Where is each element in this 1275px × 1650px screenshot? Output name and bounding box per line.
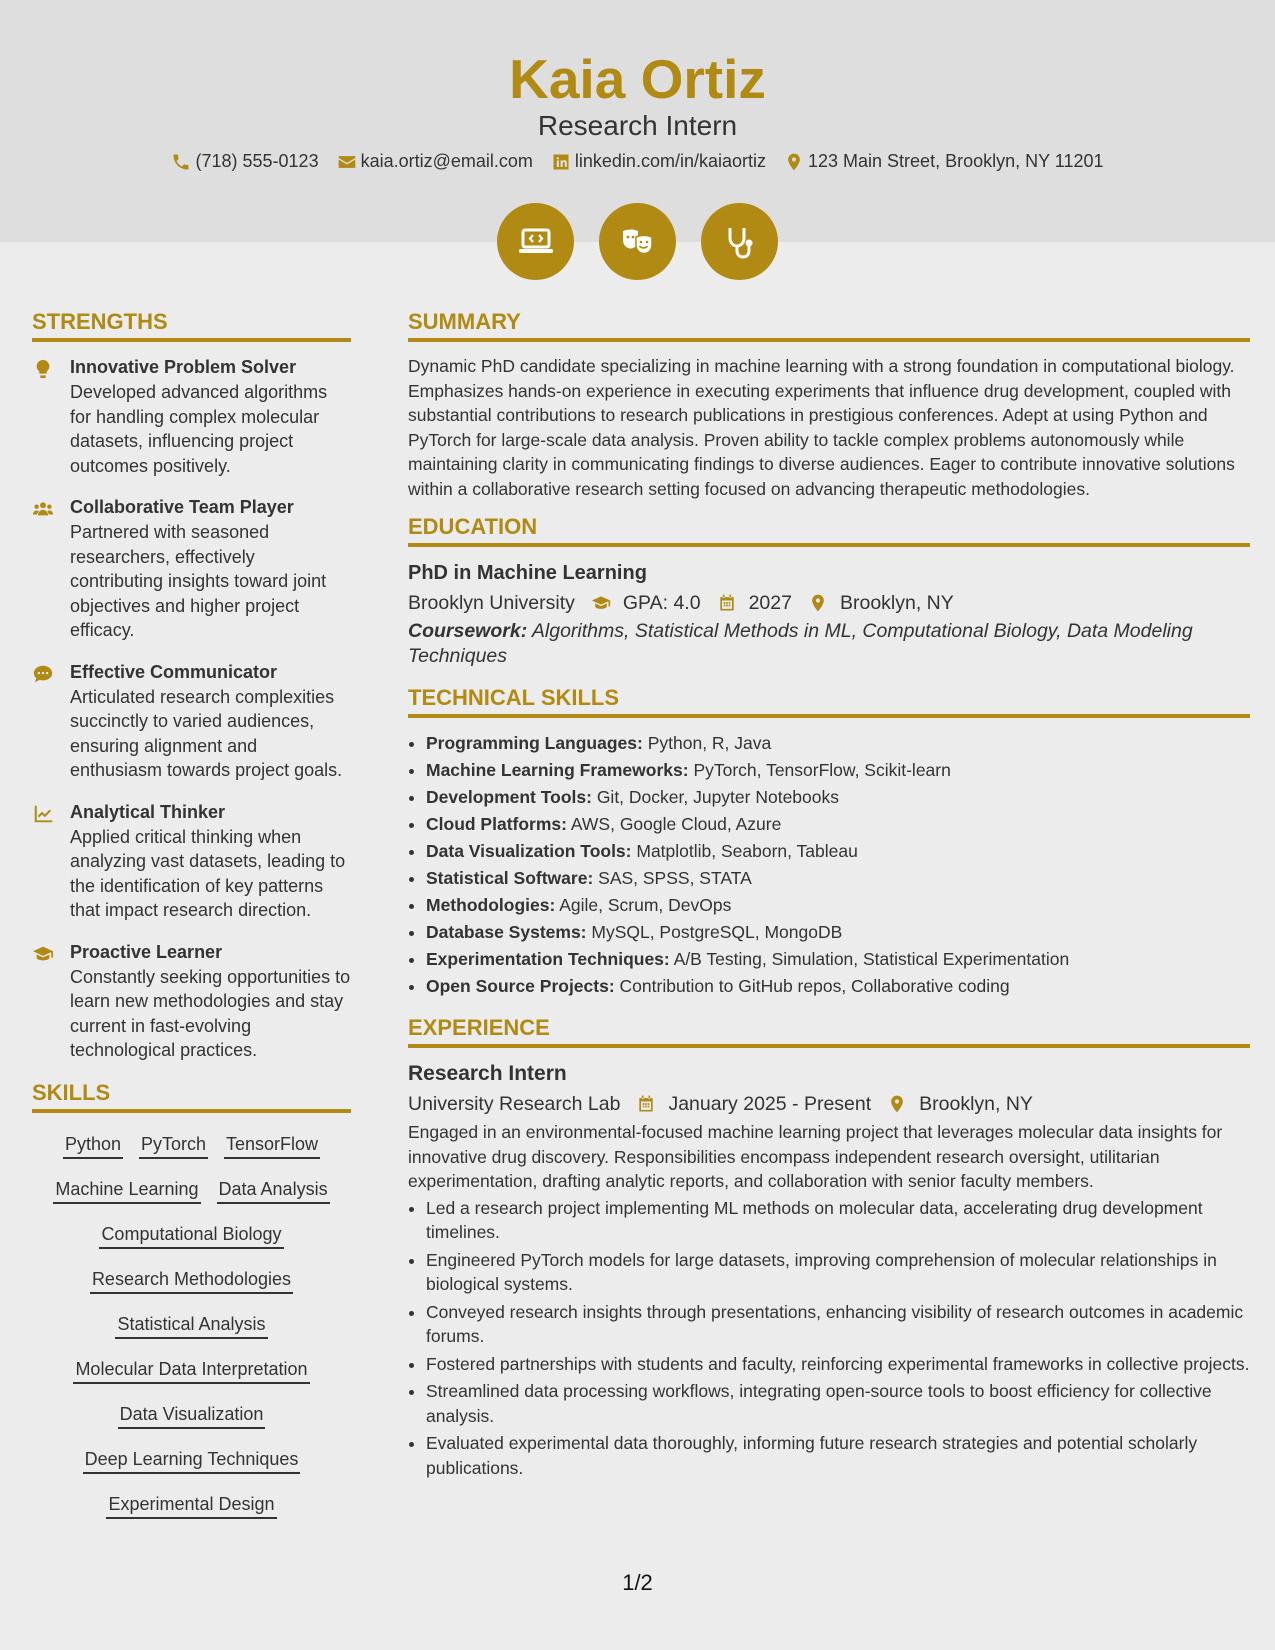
list-item: • Engineered PyTorch models for large datasets, improving comprehension of molecular relationships in biological systems.	[426, 1248, 1250, 1297]
list-item	[426, 784, 1250, 811]
school-name: Brooklyn University	[408, 592, 575, 614]
interest-icons	[0, 203, 1275, 280]
candidate-role: Research Intern	[537, 110, 738, 141]
strength-desc: Constantly seeking opportunities to learn new methodologies and stay current in fast-evolving technological practices.	[70, 966, 351, 1060]
tech-value: SAS, SPSS, STATA	[593, 868, 752, 888]
job-meta	[408, 1088, 1250, 1120]
list-item	[426, 973, 1250, 1000]
tech-label: Statistical Software:	[426, 868, 594, 888]
skill-tag: Statistical Analysis	[115, 1311, 267, 1339]
education-location: Brooklyn, NY	[839, 592, 954, 614]
right-column	[408, 308, 1250, 1483]
list-item	[426, 946, 1250, 973]
graduation-cap-icon	[591, 593, 611, 613]
interest-circle-medicine	[701, 203, 778, 280]
calendar-icon	[717, 593, 737, 613]
skill-tag: Experimental Design	[106, 1491, 276, 1519]
linkedin-icon	[551, 152, 571, 172]
tech-label: Development Tools:	[426, 787, 592, 807]
gpa: GPA: 4.0	[622, 592, 701, 614]
skill-tag: TensorFlow	[224, 1131, 320, 1159]
graduation-cap-icon	[32, 943, 54, 965]
tech-value: A/B Testing, Simulation, Statistical Experimentation	[669, 949, 1070, 969]
skill-tag: Molecular Data Interpretation	[73, 1356, 309, 1384]
strength-title: Collaborative Team Player	[70, 497, 294, 517]
map-marker-icon	[808, 593, 828, 613]
tech-value: Contribution to GitHub repos, Collaborative coding	[614, 976, 1010, 996]
linkedin-text[interactable]: linkedin.com/in/kaiaortiz	[574, 151, 766, 171]
strength-desc: Partnered with seasoned researchers, effectively contributing insights toward joint objectives and higher project efficacy.	[70, 522, 327, 640]
skill-tag: PyTorch	[139, 1131, 208, 1159]
tech-label: Programming Languages:	[426, 733, 643, 753]
strength-desc: Developed advanced algorithms for handling complex molecular datasets, influencing project outcomes positively.	[70, 382, 328, 476]
tech-label: Methodologies:	[426, 895, 556, 915]
tech-label: Database Systems:	[426, 922, 587, 942]
strength-desc: Articulated research complexities succinctly to varied audiences, ensuring alignment and enthusiasm towards project goals.	[70, 686, 343, 780]
contact-bar	[0, 151, 1275, 172]
tech-value: Python, R, Java	[642, 733, 772, 753]
map-marker-icon	[784, 152, 804, 172]
skill-tag: Computational Biology	[99, 1221, 283, 1249]
interest-circle-coding	[497, 203, 574, 280]
skill-tag: Data Analysis	[217, 1176, 330, 1204]
contact-phone	[171, 151, 318, 172]
tech-value: Git, Docker, Jupyter Notebooks	[591, 787, 840, 807]
graduation-year: 2027	[748, 592, 792, 614]
technical-skills-heading: TECHNICAL SKILLS	[408, 684, 1250, 718]
technical-skills-list	[408, 730, 1250, 1000]
skill-tag: Research Methodologies	[90, 1266, 293, 1294]
tech-label: Data Visualization Tools:	[426, 841, 632, 861]
list-item: • Conveyed research insights through presentations, enhancing visibility of research outcomes in academic forums.	[426, 1300, 1250, 1349]
education-heading: EDUCATION	[408, 513, 1250, 547]
list-item	[426, 811, 1250, 838]
envelope-icon	[337, 152, 357, 172]
tech-value: AWS, Google Cloud, Azure	[566, 814, 782, 834]
map-marker-icon	[887, 1094, 907, 1114]
left-column	[32, 308, 351, 1530]
tech-value: Agile, Scrum, DevOps	[555, 895, 732, 915]
tech-value: PyTorch, TensorFlow, Scikit-learn	[688, 760, 951, 780]
coursework-label: Coursework:	[408, 620, 528, 642]
education-meta	[408, 587, 1250, 619]
strength-item	[32, 939, 351, 1063]
tech-value: Matplotlib, Seaborn, Tableau	[631, 841, 858, 861]
coursework	[408, 619, 1250, 668]
job-dates: January 2025 - Present	[668, 1093, 872, 1115]
contact-email[interactable]	[337, 151, 533, 172]
tech-label: Machine Learning Frameworks:	[426, 760, 689, 780]
experience-heading: EXPERIENCE	[408, 1014, 1250, 1048]
calendar-icon	[636, 1094, 656, 1114]
tech-label: Experimentation Techniques:	[426, 949, 670, 969]
list-item	[426, 730, 1250, 757]
tech-label: Cloud Platforms:	[426, 814, 567, 834]
skill-tag: Python	[63, 1131, 123, 1159]
strength-title: Proactive Learner	[70, 941, 223, 962]
users-icon	[32, 498, 54, 520]
candidate-name: Kaia Ortiz	[509, 48, 766, 110]
interest-circle-theater	[599, 203, 676, 280]
job-location: Brooklyn, NY	[919, 1093, 1033, 1115]
list-item: • Evaluated experimental data thoroughly, informing future research strategies and potential scholarly publications.	[426, 1431, 1250, 1480]
tech-value: MySQL, PostgreSQL, MongoDB	[586, 922, 843, 942]
email-text[interactable]: kaia.ortiz@email.com	[360, 151, 533, 171]
skill-tag: Deep Learning Techniques	[83, 1446, 301, 1474]
comment-dots-icon	[32, 663, 54, 685]
summary-heading: SUMMARY	[408, 308, 1250, 342]
contact-linkedin[interactable]	[551, 151, 766, 172]
job-description: Engaged in an environmental-focused machine learning project that leverages molecular data insights for innovative drug discovery. Responsibilities encompass independent research oversight, utilitarian experimentation, drafting analytic reports, and collaboration with senior faculty members.	[408, 1122, 1223, 1191]
address-text: 123 Main Street, Brooklyn, NY 11201	[808, 151, 1104, 171]
page-number: 1/2	[622, 1570, 653, 1595]
strength-item	[32, 799, 351, 923]
list-item	[426, 757, 1250, 784]
contact-address	[784, 151, 1104, 172]
list-item	[426, 892, 1250, 919]
tech-label: Open Source Projects:	[426, 976, 615, 996]
list-item	[426, 865, 1250, 892]
skills-list	[32, 1125, 351, 1530]
strengths-heading: STRENGTHS	[32, 308, 351, 342]
strength-title: Innovative Problem Solver	[70, 357, 297, 377]
strength-desc: Applied critical thinking when analyzing vast datasets, leading to the identification of key patterns that impact research direction.	[70, 826, 346, 920]
lightbulb-icon	[32, 358, 54, 380]
theater-masks-icon	[618, 222, 658, 262]
strength-title: Effective Communicator	[70, 661, 278, 682]
laptop-code-icon	[516, 222, 556, 262]
strength-item	[32, 494, 351, 643]
job-title: Research Intern	[408, 1062, 567, 1085]
strength-title: Analytical Thinker	[70, 801, 226, 822]
degree-title: PhD in Machine Learning	[408, 562, 647, 584]
list-item	[426, 838, 1250, 865]
coursework-list: Algorithms, Statistical Methods in ML, Computational Biology, Data Modeling Techniques	[408, 620, 1193, 667]
strength-item	[32, 354, 351, 478]
skills-heading: SKILLS	[32, 1079, 351, 1113]
list-item: • Fostered partnerships with students and faculty, reinforcing experimental frameworks in collective projects.	[426, 1352, 1250, 1377]
skill-tag: Machine Learning	[53, 1176, 200, 1204]
stethoscope-icon	[720, 222, 760, 262]
organization: University Research Lab	[408, 1093, 621, 1115]
list-item	[426, 919, 1250, 946]
strength-item	[32, 659, 351, 783]
phone-text: (718) 555-0123	[195, 151, 319, 171]
summary-text: Dynamic PhD candidate specializing in machine learning with a strong foundation in computational biology. Emphasizes hands-on experience in executing experiments that influence drug development, coupled with substantial contributions to research publications in prestigious conferences. Adept at using Python and PyTorch for large-scale data analysis. Proven ability to tackle complex problems autonomously while maintaining clarity in communicating findings to diverse audiences. Eager to contribute innovative solutions within a collaborative research setting focused on advancing therapeutic methodologies.	[408, 356, 1235, 499]
chart-line-icon	[32, 803, 54, 825]
job-bullets	[408, 1196, 1250, 1481]
list-item: • Led a research project implementing ML methods on molecular data, accelerating drug development timelines.	[426, 1196, 1250, 1245]
list-item: • Streamlined data processing workflows, integrating open-source tools to boost efficiency for collective analysis.	[426, 1379, 1250, 1428]
skill-tag: Data Visualization	[118, 1401, 266, 1429]
phone-icon	[171, 152, 191, 172]
